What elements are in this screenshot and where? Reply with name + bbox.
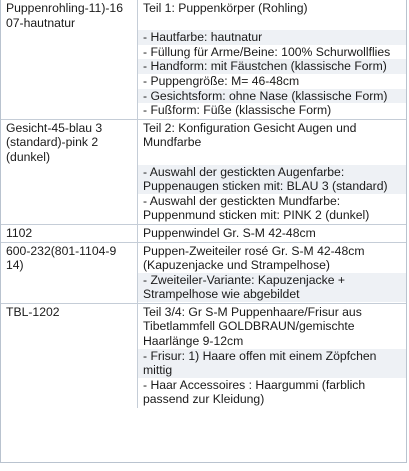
item-option: - Handform: mit Fäustchen (klassische Form) [138,59,406,74]
item-code-line: 600-232(801-1104-9 [6,243,117,258]
item-option: - Frisur: 1) Haare offen mit einem Zöpfchen [138,349,406,364]
item-description-cell [138,304,406,408]
table-row [1,243,406,304]
item-option: Strampelhose wie abgebildet [138,287,406,302]
item-code-cell [1,120,138,224]
item-code-cell [1,304,138,408]
spacer [143,16,403,31]
item-title: Tibetlammfell GOLDBRAUN/gemischte [143,319,355,334]
item-title: Haarlänge 9-12cm [143,334,244,349]
item-title: Mundfarbe [143,135,202,150]
item-code-cell [1,0,138,119]
item-title: Teil 3/4: Gr S-M Puppenhaare/Frisur aus [143,304,362,319]
item-title: (Kapuzenjacke und Strampelhose) [143,258,330,273]
item-option: - Füllung für Arme/Beine: 100% Schurwollflies [143,44,391,59]
table-row [1,225,406,243]
item-code-cell [1,225,138,242]
table-row [1,304,406,408]
item-description-cell [138,225,406,242]
item-title: Puppen-Zweiteiler rosé Gr. S-M 42-48cm [143,243,365,258]
item-option: - Auswahl der gestickten Mundfarbe: [143,193,341,208]
spacer [143,150,403,165]
item-option: - Puppengröße: M= 46-48cm [143,73,300,88]
item-option: - Zweiteiler-Variante: Kapuzenjacke + [138,273,406,288]
item-option: - Fußform: Füße (klassische Form) [143,103,332,118]
item-option: - Hautfarbe: hautnatur [138,30,406,45]
item-code-cell [1,243,138,303]
item-option: mittig [138,363,406,378]
item-description-cell [138,0,406,119]
item-option: Puppenmund sticken mit: PINK 2 (dunkel) [143,208,370,223]
item-code-line: 07-hautnatur [6,15,76,30]
item-title: Puppenwindel Gr. S-M 42-48cm [143,225,316,240]
item-title: Teil 1: Puppenkörper (Rohling) [143,1,308,15]
item-code-line: 14) [6,258,24,273]
item-option: Puppenaugen sticken mit: BLAU 3 (standard) [138,179,406,194]
item-code-line: Gesicht-45-blau 3 [6,120,103,135]
item-description-cell [138,120,406,224]
item-code-line: TBL-1202 [6,304,60,319]
item-option: - Haar Accessoires : Haargummi (farblich [143,377,366,392]
table-row [1,120,406,225]
item-description-cell [138,243,406,303]
item-code-line: Puppenrohling-11)-16 [6,1,123,15]
item-option: passend zur Kleidung) [143,392,265,407]
item-option: - Auswahl der gestickten Augenfarbe: [138,165,406,180]
item-title: Teil 2: Konfiguration Gesicht Augen und [143,120,357,135]
table-row [1,0,406,120]
item-code-line: (standard)-pink 2 [6,135,99,150]
item-code-line: 1102 [6,225,33,240]
item-option: - Gesichtsform: ohne Nase (klassische Form) [138,89,406,104]
item-code-line: (dunkel) [6,149,51,164]
